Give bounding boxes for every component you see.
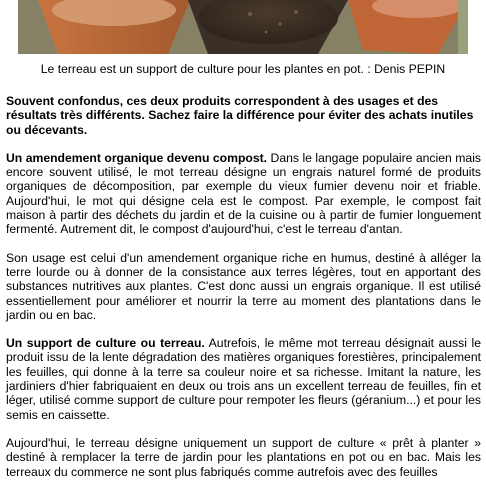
paragraph-usage: Son usage est celui d'un amendement organique riche en humus, destiné à alléger la terre lourde ou à donner de la consistance aux terres légères, tout en apportant des substances nutritives aux plantes. C'est donc aussi un engrais organique. Il est utilisé essentiellement pour améliorer et nourrir la terre au moment des plantations dans le jardin ou en bac. <box>6 250 481 322</box>
article-photo <box>18 0 468 54</box>
paragraph-today: Aujourd'hui, le terreau désigne uniquement un support de culture « prêt à planter » destiné à remplacer la terre de jardin pour les plantations en pot ou en bac. Mais les terreaux du commerce ne sont plus fabriqués comme autrefois avec des feuilles <box>6 435 481 479</box>
photo-terreau-pots-icon <box>18 0 468 54</box>
paragraph-compost <box>6 151 481 237</box>
paragraph-support-heading: Un support de culture ou terreau. <box>6 336 205 351</box>
article-intro: Souvent confondus, ces deux produits correspondent à des usages et des résultats très différents. Sachez faire la différence pour éviter des achats inutiles ou décevants. <box>6 94 474 137</box>
photo-caption: Le terreau est un support de culture pour les plantes en pot. : Denis PEPIN <box>40 62 446 76</box>
paragraph-support-text: Autrefois, le même mot terreau désignait aussi le produit issu de la lente dégradation des matières organiques forestières, principalement les feuilles, qui donne à la terre sa couleur noire et sa richesse. Imitant la nature, les jardiniers d'hier fabriquaient en deux ou trois ans un excellent terreau de feuilles, fin et léger, utilisé comme support de culture pour rempoter les fleurs (géranium...) et pour les semis en caissette. <box>6 336 481 422</box>
paragraph-compost-heading: Un amendement organique devenu compost. <box>6 150 268 165</box>
article-body <box>6 94 481 480</box>
paragraph-support <box>6 336 481 422</box>
paragraph-compost-text: Dans le langage populaire ancien mais encore souvent utilisé, le mot terreau désigne un engrais naturel formé de produits organiques de décomposition, par exemple du vieux fumier devenu noir et friable. Aujourd'hui, le mot qui désigne cela est le compost. Par exemple, le compost fait maison à partir des déchets du jardin et de la cuisine ou à partir de fumier longuement fermenté. Autrement dit, le compost d'aujourd'hui, c'est le terreau d'antan. <box>6 150 481 237</box>
